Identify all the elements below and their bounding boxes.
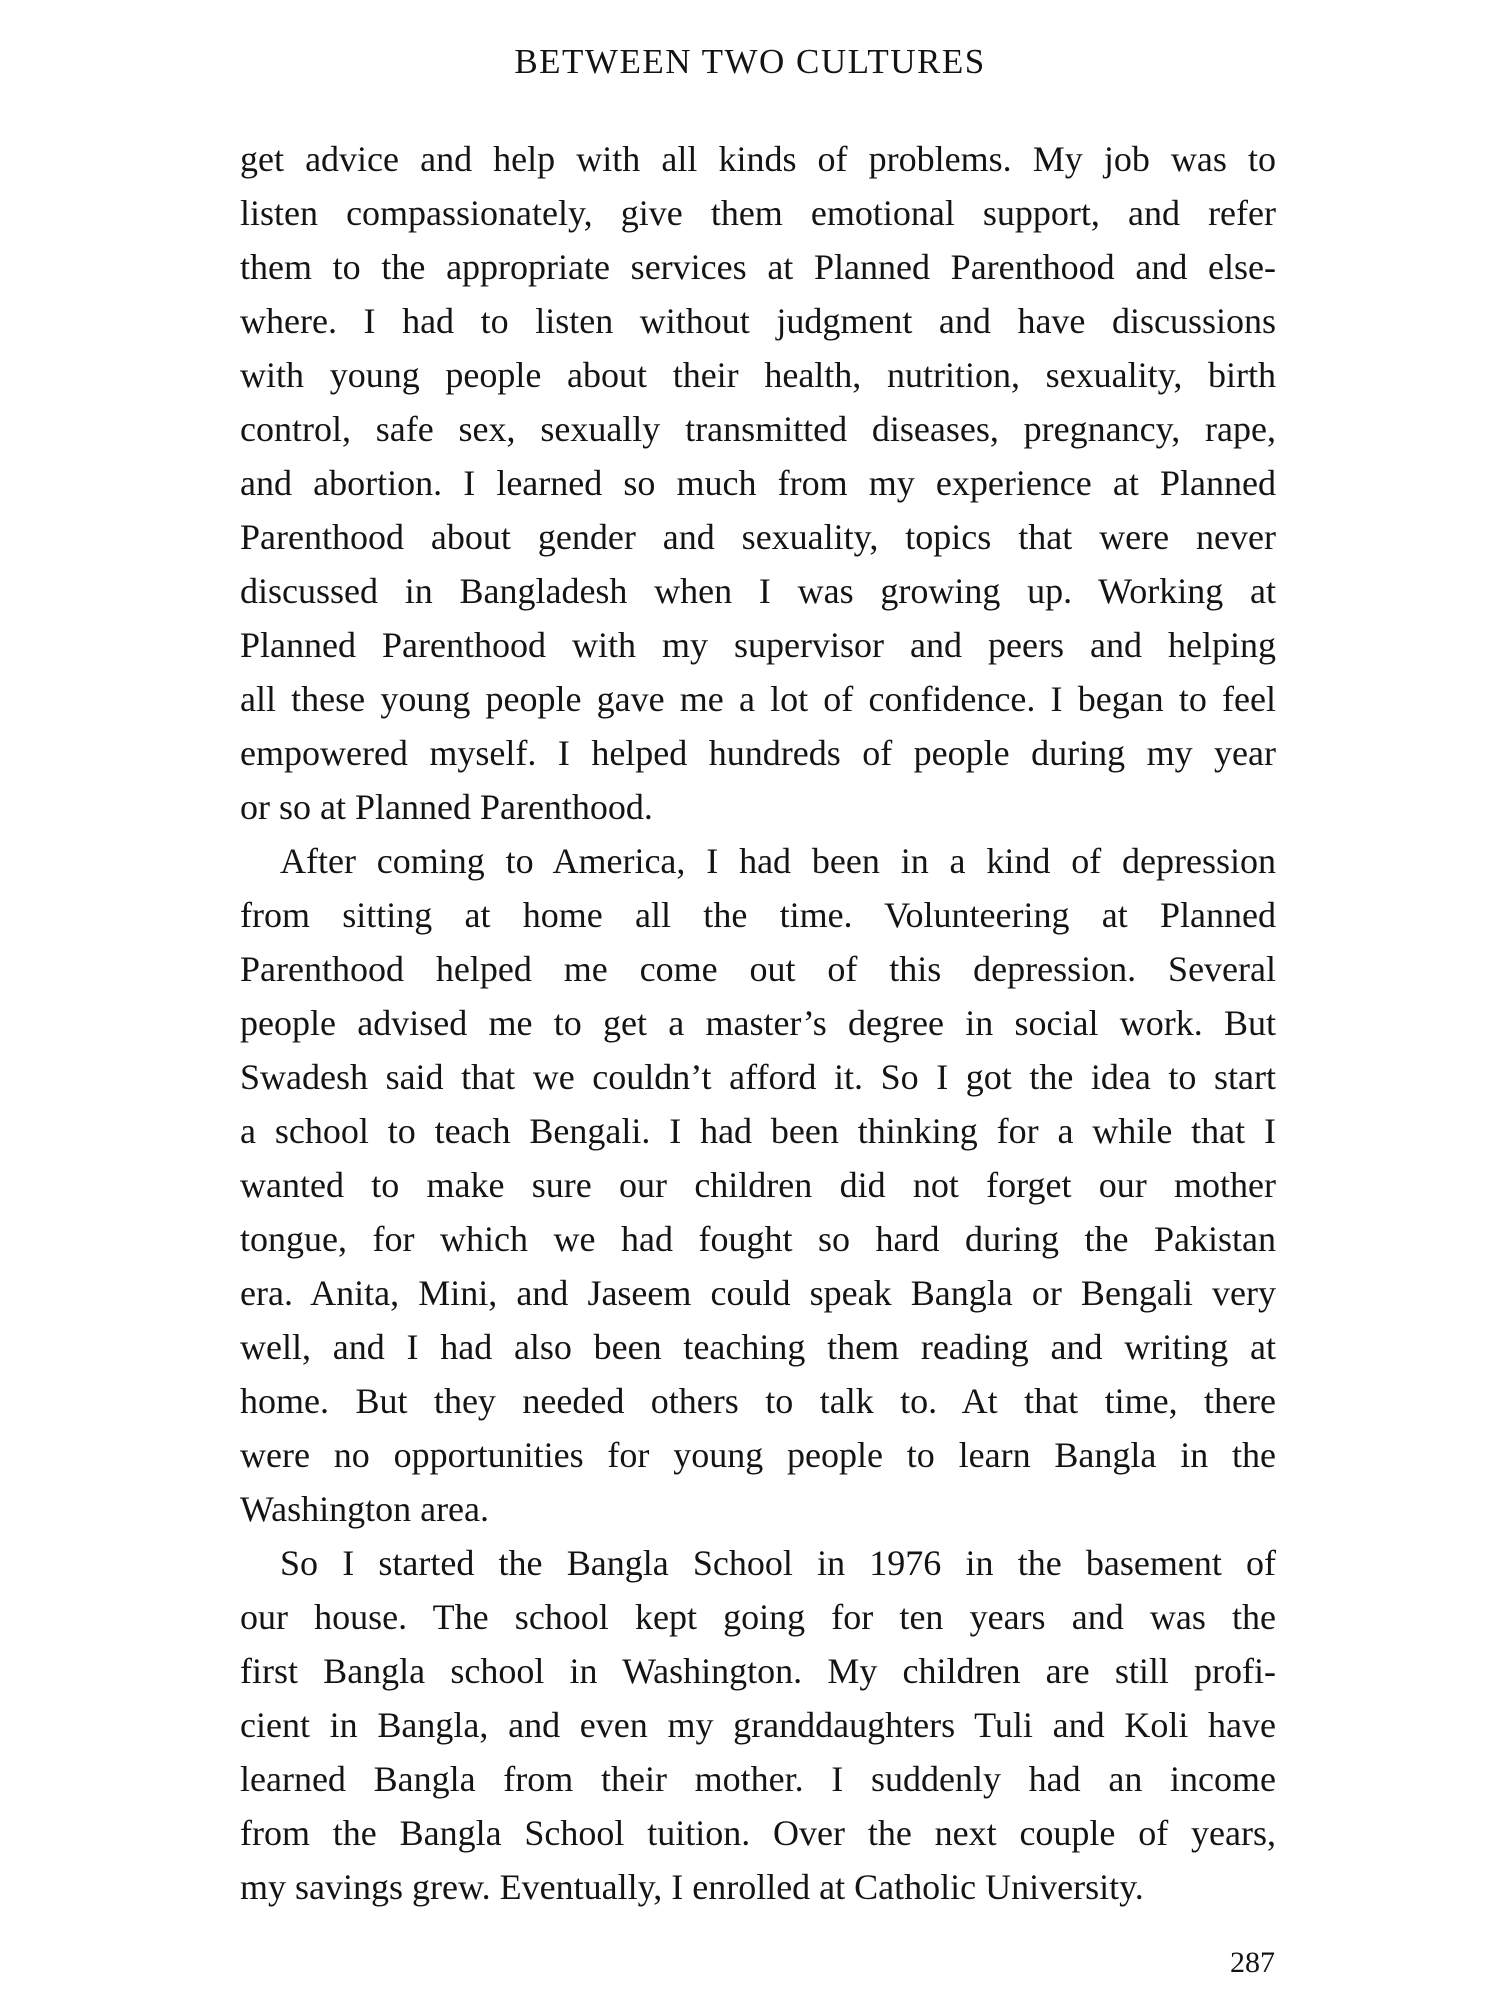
text-line: cient in Bangla, and even my granddaughters Tuli and Koli have [240,1705,1276,1745]
text-line: were no opportunities for young people to learn Bangla in the [240,1435,1276,1475]
page-number: 287 [1230,1946,1275,1979]
body-text [240,132,1276,1914]
text-line: from the Bangla School tuition. Over the next couple of years, [240,1813,1276,1853]
text-line: my savings grew. Eventually, I enrolled at Catholic University. [240,1867,1144,1907]
text-line: After coming to America, I had been in a kind of depression [280,841,1276,881]
text-line: first Bangla school in Washington. My children are still profi- [240,1651,1276,1691]
text-line: from sitting at home all the time. Volunteering at Planned [240,895,1276,935]
text-line: listen compassionately, give them emotional support, and refer [240,193,1276,233]
text-line: Swadesh said that we couldn’t afford it. So I got the idea to start [240,1057,1276,1097]
running-header-title: BETWEEN TWO CULTURES [514,42,986,81]
text-line: learned Bangla from their mother. I suddenly had an income [240,1759,1276,1799]
text-line: era. Anita, Mini, and Jaseem could speak Bangla or Bengali very [240,1273,1276,1313]
text-line: tongue, for which we had fought so hard during the Pakistan [240,1219,1276,1259]
text-line: control, safe sex, sexually transmitted diseases, pregnancy, rape, [240,409,1276,449]
text-line: well, and I had also been teaching them reading and writing at [240,1327,1276,1367]
text-line: home. But they needed others to talk to. At that time, there [240,1381,1276,1421]
text-line: empowered myself. I helped hundreds of people during my year [240,733,1276,773]
text-line: discussed in Bangladesh when I was growing up. Working at [240,571,1276,611]
paragraph-3 [240,1536,1276,1914]
text-line: and abortion. I learned so much from my experience at Planned [240,463,1276,503]
text-line: So I started the Bangla School in 1976 in the basement of [280,1543,1276,1583]
paragraph-2 [240,834,1276,1536]
text-line: all these young people gave me a lot of confidence. I began to feel [240,679,1276,719]
text-line: with young people about their health, nutrition, sexuality, birth [240,355,1276,395]
text-line: them to the appropriate services at Planned Parenthood and else- [240,247,1276,287]
text-line: people advised me to get a master’s degree in social work. But [240,1003,1276,1043]
text-line: or so at Planned Parenthood. [240,787,653,827]
text-line: Parenthood about gender and sexuality, topics that were never [240,517,1276,557]
text-line: a school to teach Bengali. I had been thinking for a while that I [240,1111,1276,1151]
text-line: our house. The school kept going for ten years and was the [240,1597,1276,1637]
paragraph-1 [240,132,1276,834]
text-line: Parenthood helped me come out of this depression. Several [240,949,1276,989]
text-line: wanted to make sure our children did not forget our mother [240,1165,1276,1205]
text-line: get advice and help with all kinds of problems. My job was to [240,139,1276,179]
text-line: Planned Parenthood with my supervisor and peers and helping [240,625,1276,665]
text-line: Washington area. [240,1489,490,1529]
text-line: where. I had to listen without judgment and have discussions [240,301,1276,341]
